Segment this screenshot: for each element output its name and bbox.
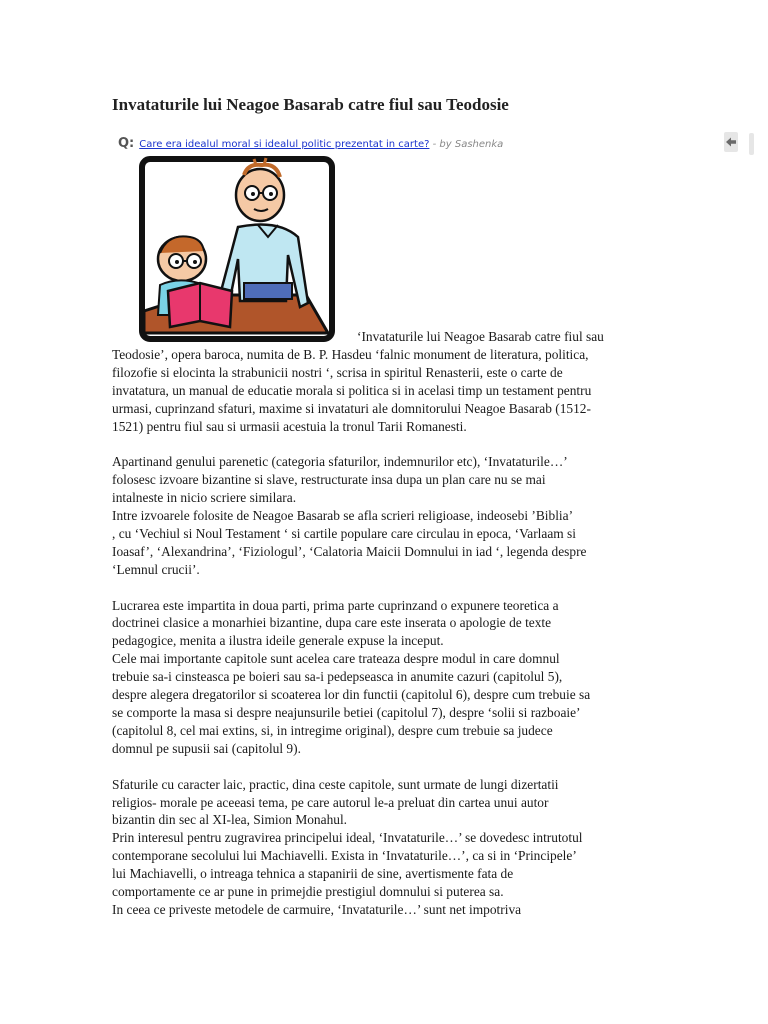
paragraph <box>112 597 657 758</box>
text-line: intalneste in nicio scriere similara. <box>112 490 297 506</box>
text-line: (capitolul 8, cel mai extins, si, in intregime original), despre cum trebuie sa judece <box>112 722 553 738</box>
text-line: folosesc izvoare bizantine si slave, restructurate insa dupa un plan care nu se mai <box>112 472 546 488</box>
question-line <box>118 136 503 151</box>
text-line: trebuie sa-i cinsteasca pe boieri sau sa-i pedepseasca in anumite cazuri (capitolul 5), <box>112 669 563 685</box>
paragraph <box>112 453 657 578</box>
text-line: 1521) pentru fiul sau si urmasii acestuia la tronul Tarii Romanesti. <box>112 418 467 434</box>
text-line: Ioasaf’, ‘Alexandrina’, ‘Fiziologul’, ‘Calatoria Maicii Domnului in iad ‘, legenda despre <box>112 543 587 559</box>
document-title: Invataturile lui Neagoe Basarab catre fiul sau Teodosie <box>112 95 509 114</box>
article-body <box>112 328 657 937</box>
text-line: comportamente ce ar pune in primejdie prestigiul domnului si puterea sa. <box>112 884 504 900</box>
question-link[interactable]: Care era idealul moral si idealul politic prezentat in carte? <box>139 139 430 150</box>
text-line: ‘Lemnul crucii’. <box>112 561 200 577</box>
text-line: ‘Invataturile lui Neagoe Basarab catre fiul sau <box>357 329 604 344</box>
text-line: invatatura, un manual de educatie morala si politica si in acelasi timp un testament pentru <box>112 382 592 398</box>
text-line: religios- morale pe aceeasi tema, pe care autorul le-a preluat din cartea unui autor <box>112 794 549 810</box>
text-line: urmasi, cuprinzand sfaturi, maxime si invataturi ale domnitorului Neagoe Basarab (1512- <box>112 400 591 416</box>
text-line: pedagogice, menita a ilustra ideile generale expuse la inceput. <box>112 633 444 649</box>
text-line: Teodosie’, opera baroca, numita de B. P. Hasdeu ‘falnic monument de literatura, politica, <box>112 346 589 362</box>
previous-page-button[interactable] <box>724 132 738 152</box>
text-line: Prin interesul pentru zugravirea principelui ideal, ‘Invataturile…’ se dovedesc intrutotul <box>112 830 583 846</box>
text-line: In ceea ce priveste metodele de carmuire, ‘Invataturile…’ sunt net impotriva <box>112 901 522 917</box>
question-byline: - by Sashenka <box>429 139 504 150</box>
next-page-stub[interactable] <box>749 133 754 155</box>
text-line: Cele mai importante capitole sunt acelea care trateaza despre modul in care domnul <box>112 651 560 667</box>
text-line: doctrinei clasice a monarhiei bizantine, dupa care este inserata o apologie de texte <box>112 615 552 631</box>
text-line: , cu ‘Vechiul si Noul Testament ‘ si cartile populare care circulau in epoca, ‘Varlaam si <box>112 525 576 541</box>
text-line: bizantin din sec al XI-lea, Simion Monahul. <box>112 812 348 828</box>
cartoon-father-son-reading-icon <box>138 155 338 350</box>
arrow-left-icon <box>724 132 738 152</box>
text-line: domnul pe supusii sai (capitolul 9). <box>112 740 301 756</box>
paragraph <box>112 776 657 919</box>
text-line: Sfaturile cu caracter laic, practic, dina ceste capitole, sunt urmate de lungi dizertatii <box>112 776 559 792</box>
question-label: Q: <box>118 136 135 151</box>
text-line: Lucrarea este impartita in doua parti, prima parte cuprinzand o expunere teoretica a <box>112 597 559 613</box>
text-line: filozofie si elocinta la strabunicii nostri ‘, scrisa in spiritul Renasterii, este o carte de <box>112 364 563 380</box>
text-line: se comporte la masa si despre neajunsurile betiei (capitolul 7), despre ‘solii si razboaie’ <box>112 705 581 720</box>
paragraph <box>112 328 657 435</box>
text-line: lui Machiavelli, o intreaga tehnica a stapanirii de sine, avertismente fata de <box>112 866 514 882</box>
text-line: despre alegera dregatorilor si scoaterea lor din functii (capitolul 6), despre cum trebuie sa <box>112 687 591 703</box>
text-line: Apartinand genului parenetic (categoria sfaturilor, indemnurilor etc), ‘Invataturile…’ <box>112 454 568 470</box>
text-line: Intre izvoarele folosite de Neagoe Basarab se afla scrieri religioase, indeosebi ’Biblia’ <box>112 508 574 524</box>
text-line: contemporane secolului lui Machiavelli. Exista in ‘Invataturile…’, ca si in ‘Principele’ <box>112 848 577 864</box>
